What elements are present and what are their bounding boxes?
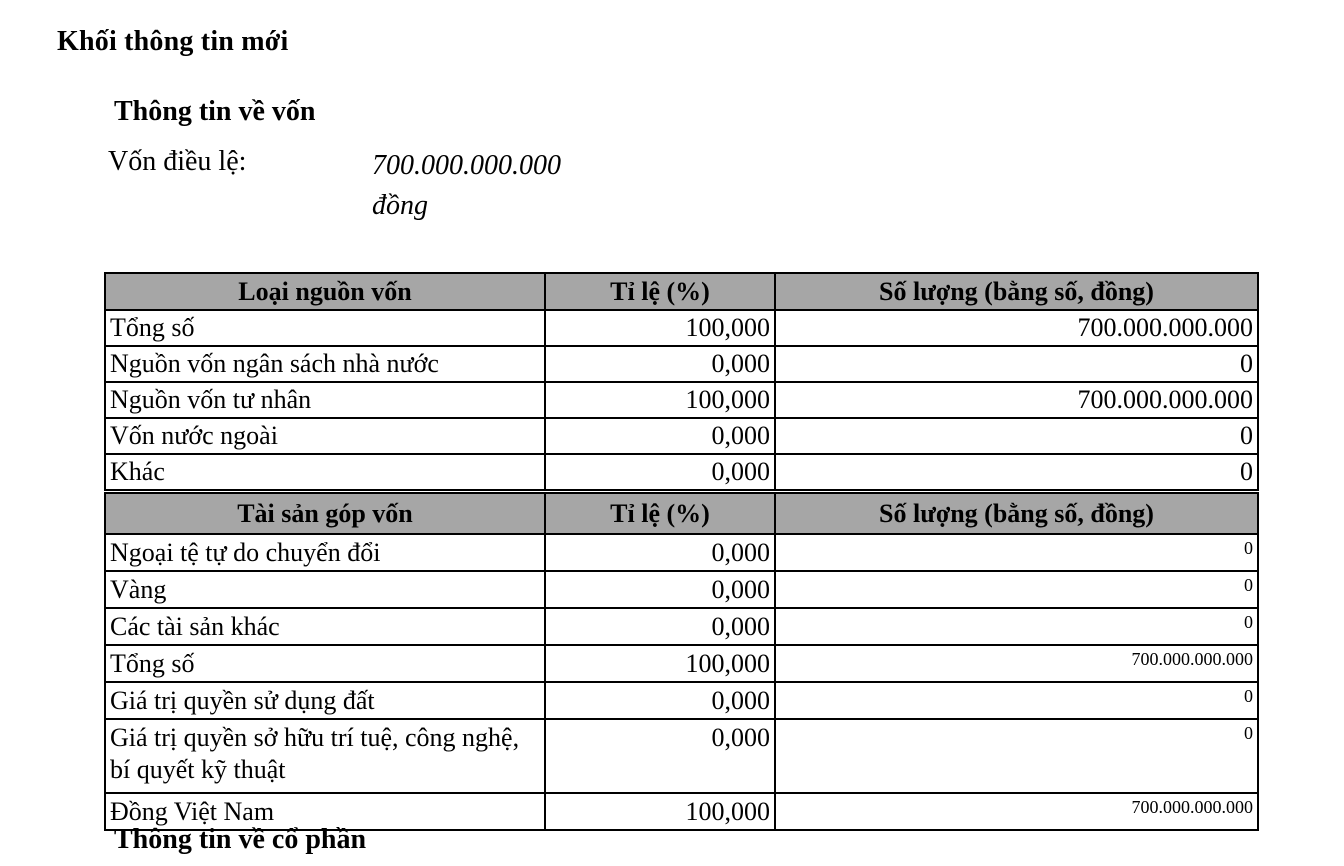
- amount-cell: 0: [775, 608, 1258, 645]
- row-label-cell: Giá trị quyền sử dụng đất: [105, 682, 545, 719]
- amount-cell: 0: [775, 418, 1258, 454]
- row-label-cell: Giá trị quyền sở hữu trí tuệ, công nghệ, bí quyết kỹ thuật: [105, 719, 545, 793]
- shares-section-title: Thông tin về cổ phần: [114, 824, 367, 855]
- charter-capital-value: [372, 146, 632, 226]
- ratio-cell: 0,000: [545, 346, 775, 382]
- ratio-cell: 100,000: [545, 382, 775, 418]
- ratio-cell: 0,000: [545, 682, 775, 719]
- ratio-cell: 100,000: [545, 645, 775, 682]
- row-label-cell: Các tài sản khác: [105, 608, 545, 645]
- ratio-cell: 0,000: [545, 719, 775, 793]
- table-row: [105, 645, 1258, 682]
- amount-cell: 700.000.000.000: [775, 645, 1258, 682]
- table-row: [105, 418, 1258, 454]
- amount-cell: 0: [775, 571, 1258, 608]
- table-row: [105, 534, 1258, 571]
- row-label-cell: Khác: [105, 454, 545, 490]
- amount-cell: 700.000.000.000: [775, 793, 1258, 830]
- table-row: [105, 571, 1258, 608]
- table-row: [105, 454, 1258, 490]
- ratio-cell: 0,000: [545, 418, 775, 454]
- contributed-assets-table: [104, 492, 1259, 831]
- amount-cell: 0: [775, 682, 1258, 719]
- row-label-cell: Tổng số: [105, 645, 545, 682]
- row-label-cell: Ngoại tệ tự do chuyển đổi: [105, 534, 545, 571]
- table-header-row: [105, 493, 1258, 534]
- ratio-cell: 0,000: [545, 534, 775, 571]
- table-row: [105, 719, 1258, 793]
- row-label-cell: Đồng Việt Nam: [105, 793, 545, 830]
- table-row: [105, 382, 1258, 418]
- amount-cell: 0: [775, 719, 1258, 793]
- table-header-row: [105, 273, 1258, 310]
- row-label-cell: Vốn nước ngoài: [105, 418, 545, 454]
- charter-capital-unit: đồng: [372, 190, 428, 221]
- row-label-cell: Nguồn vốn tư nhân: [105, 382, 545, 418]
- ratio-cell: 0,000: [545, 454, 775, 490]
- column-header-source-type: Loại nguồn vốn: [105, 273, 545, 310]
- amount-cell: 700.000.000.000: [775, 310, 1258, 346]
- table-row: [105, 310, 1258, 346]
- ratio-cell: 0,000: [545, 571, 775, 608]
- column-header-asset-type: Tài sản góp vốn: [105, 493, 545, 534]
- amount-cell: 0: [775, 346, 1258, 382]
- column-header-ratio: Tỉ lệ (%): [545, 273, 775, 310]
- row-label-cell: Vàng: [105, 571, 545, 608]
- column-header-amount: Số lượng (bằng số, đồng): [775, 493, 1258, 534]
- amount-cell: 0: [775, 454, 1258, 490]
- section-title: Khối thông tin mới: [57, 26, 289, 57]
- amount-cell: 700.000.000.000: [775, 382, 1258, 418]
- capital-section-title: Thông tin về vốn: [114, 96, 316, 127]
- row-label-cell: Nguồn vốn ngân sách nhà nước: [105, 346, 545, 382]
- table-row: [105, 608, 1258, 645]
- charter-capital-amount: 700.000.000.000: [372, 150, 561, 181]
- ratio-cell: 100,000: [545, 310, 775, 346]
- amount-cell: 0: [775, 534, 1258, 571]
- charter-capital-label: Vốn điều lệ:: [108, 146, 247, 177]
- column-header-ratio: Tỉ lệ (%): [545, 493, 775, 534]
- table-row: [105, 346, 1258, 382]
- capital-source-table: [104, 272, 1259, 491]
- ratio-cell: 0,000: [545, 608, 775, 645]
- table-row: [105, 682, 1258, 719]
- ratio-cell: 100,000: [545, 793, 775, 830]
- column-header-amount: Số lượng (bằng số, đồng): [775, 273, 1258, 310]
- row-label-cell: Tổng số: [105, 310, 545, 346]
